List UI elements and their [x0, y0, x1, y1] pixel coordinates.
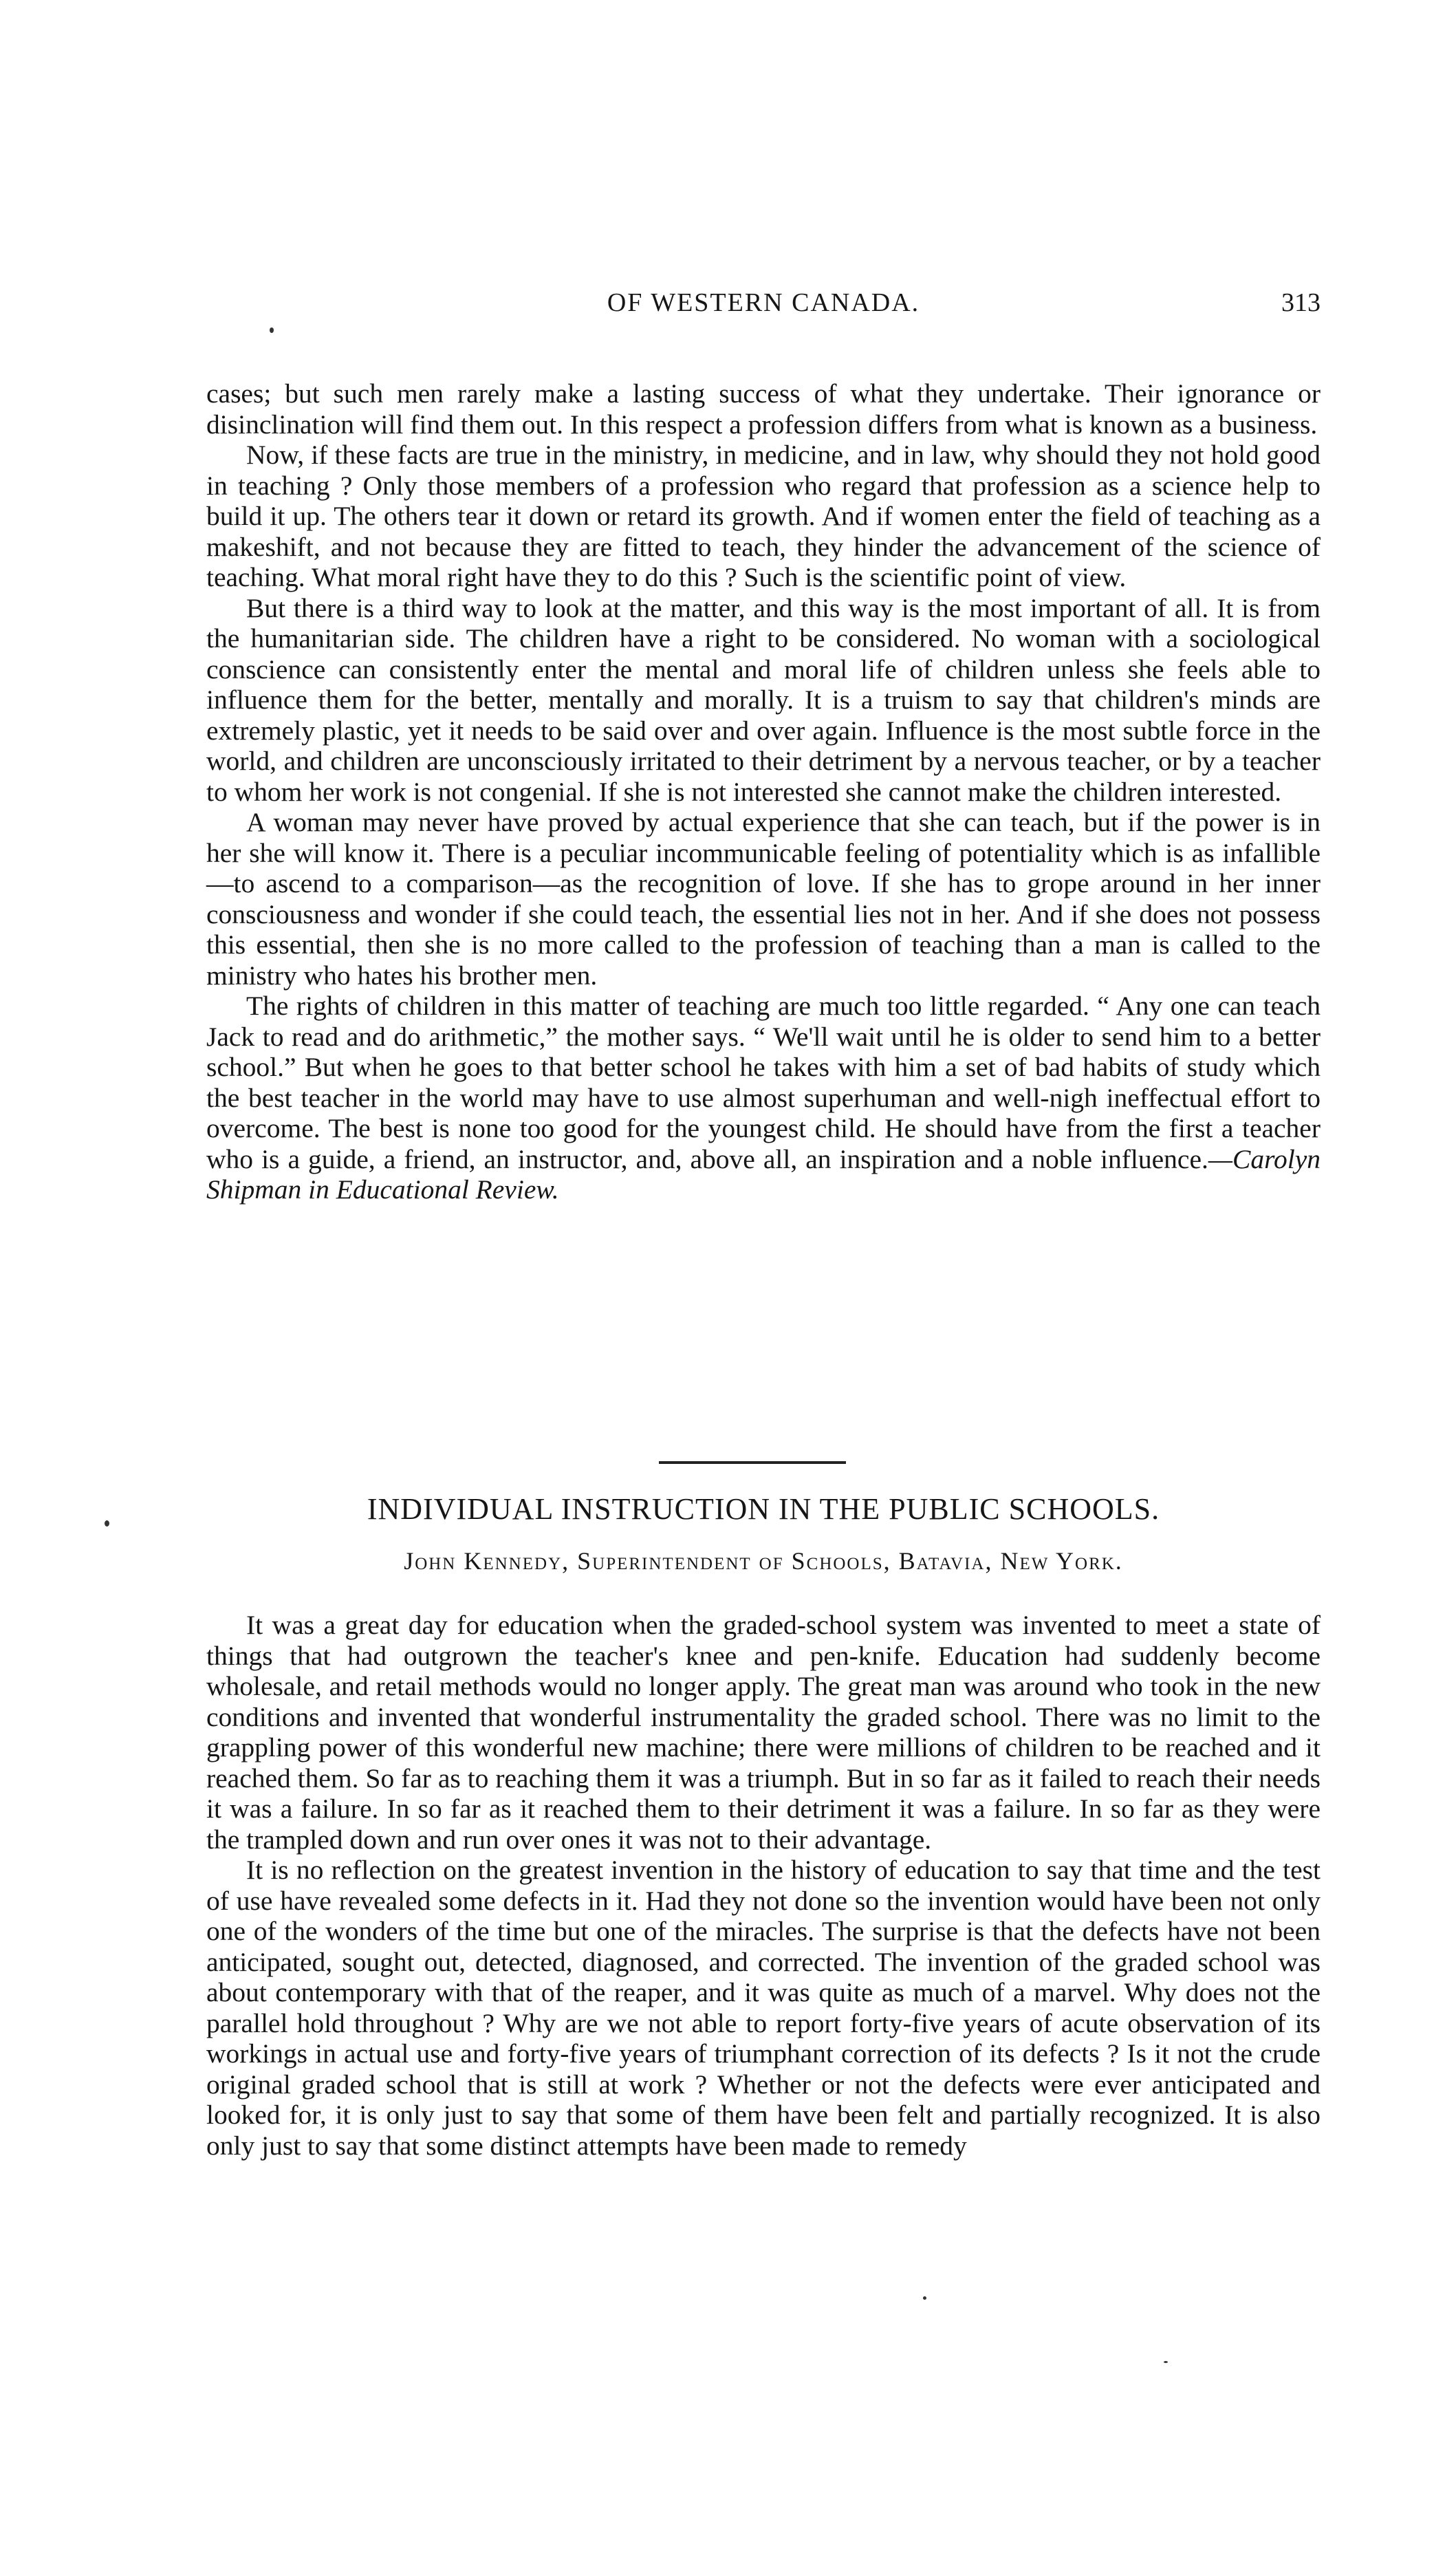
paragraph: cases; but such men rarely make a lasting success of what they undertake. Their ignorance or disinclination will find them out. In this respect a profession differs from what is known as a business. [206, 378, 1321, 440]
paragraph: It was a great day for education when the graded-school system was invented to meet a state of things that had outgrown the teacher's knee and pen-knife. Education had suddenly become wholesale, and retail methods would no longer apply. The great man was around who took in the new conditions and invented that wonderful instrumentality the graded school. There was no limit to the grappling power of this wonderful new machine; there were millions of children to be reached and it reached them. So far as to reaching them it was a triumph. But in so far as it failed to reach their needs it was a failure. In so far as it reached them to their detriment it was a failure. In so far as they were the trampled down and run over ones it was not to their advantage. [206, 1610, 1321, 1855]
scan-speck [270, 327, 274, 333]
running-head: OF WESTERN CANADA. [607, 288, 920, 317]
scan-speck [923, 2296, 926, 2300]
paragraph-text: The rights of children in this matter of teaching are much too little regarded. “ Any one can teach Jack to read and do arithmetic,” the mother says. “ We'll wait until he is older to send him to a better school.” But when he goes to that better school he takes with him a set of bad habits of study which the best teacher in the world may have to use almost superhuman and well-nigh ineffectual effort to overcome. The best is none too good for the youngest child. He should have from the first a teacher who is a guide, a friend, an instructor, and, above all, an inspiration and a noble influence. [206, 991, 1321, 1174]
paragraph: It is no reflection on the greatest invention in the history of education to say that time and the test of use have revealed some defects in it. Had they not done so the invention would have been not only one of the wonders of the time but one of the miracles. The surprise is that the defects have not been anticipated, sought out, detected, diagnosed, and corrected. The invention of the graded school was about contemporary with that of the reaper, and it was quite as much of a marvel. Why does not the parallel hold throughout ? Why are we not able to report forty-five years of acute observation of its workings in actual use and forty-five years of triumphant correction of its defects ? Is it not the crude original graded school that is still at work ? Whether or not the defects were ever anticipated and looked for, it is only just to say that some of them have been felt and partially recognized. It is also only just to say that some distinct attempts have been made to remedy [206, 1855, 1321, 2161]
paragraph: Now, if these facts are true in the ministry, in medicine, and in law, why should they not hold good in teaching ? Only those members of a profession who regard that profession as a science help to build it up. The others tear it down or retard its growth. And if women enter the field of teaching as a makeshift, and not because they are fitted to teach, they hinder the advancement of the science of teaching. What moral right have they to do this ? Such is the scientific point of view. [206, 440, 1321, 592]
paragraph: But there is a third way to look at the matter, and this way is the most important of all. It is from the humanitarian side. The children have a right to be considered. No woman with a sociological conscience can consistently enter the mental and moral life of children unless she feels able to influence them for the better, mentally and morally. It is a truism to say that children's minds are extremely plastic, yet it needs to be said over and over again. Influence is the most subtle force in the world, and children are unconsciously irritated to their detriment by a nervous teacher, or by a teacher to whom her work is not congenial. If she is not interested she cannot make the children interested. [206, 592, 1321, 807]
page-header [206, 288, 1321, 329]
source-attribution: —Carolyn Shipman in Educational Review. [206, 1143, 1321, 1205]
paragraph: A woman may never have proved by actual experience that she can teach, but if the power is in her she will know it. There is a peculiar incommunicable feeling of potentiality which is as infallible—to ascend to a comparison—as the recognition of love. If she has to grope around in her inner consciousness and wonder if she could teach, the essential lies not in her. And if she does not possess this essential, then she is no more called to the profession of teaching than a man is called to the ministry who hates his brother men. [206, 807, 1321, 991]
previous-article-text [206, 378, 1321, 1205]
page-number: 313 [1281, 288, 1321, 317]
article-byline: John Kennedy, Superintendent of Schools, Batavia, New York. [404, 1547, 1123, 1575]
scan-speck [1164, 2361, 1168, 2363]
section-divider [659, 1461, 846, 1464]
paragraph-with-attribution [206, 991, 1321, 1205]
scan-speck [105, 1520, 109, 1527]
article-body [206, 1610, 1321, 2161]
article-title: INDIVIDUAL INSTRUCTION IN THE PUBLIC SCHOOLS. [367, 1492, 1160, 1526]
